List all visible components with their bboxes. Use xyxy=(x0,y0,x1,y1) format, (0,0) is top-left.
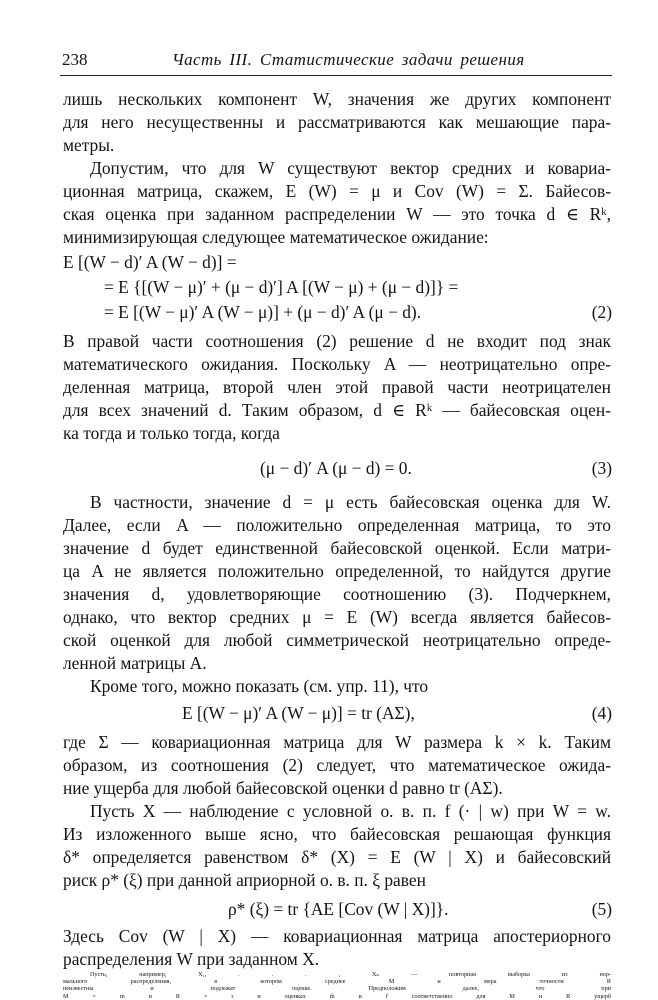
text-line: ка тогда и только тогда, когда xyxy=(63,423,280,443)
equation-2-line-3: = E [(W − μ)′ A (W − μ)] + (μ − d)′ A (μ − d). xyxy=(104,302,422,322)
text-line: δ* определяется равенством δ* (X) = E (W | X) и байесовский xyxy=(63,847,611,867)
equation-number-5: (5) xyxy=(591,899,612,919)
text-line: мального распределения, в котором среднее M и мера точности R xyxy=(63,978,611,986)
text-line: ционная матрица, скажем, E (W) = μ и Cov (W) = Σ. Байесов- xyxy=(63,181,611,201)
text-line: Кроме того, можно показать (см. упр. 11), что xyxy=(90,676,429,696)
text-line: однако, что вектор средних μ = E (W) всегда является байесов- xyxy=(63,607,611,627)
equation-number-3: (3) xyxy=(591,458,612,478)
text-line: минимизирующая следующее математическое ожидание: xyxy=(63,227,489,247)
text-line: значение d будет единственной байесовской оценкой. Если матри- xyxy=(63,538,611,558)
text-line: Далее, если A — положительно определенная матрица, то это xyxy=(63,515,611,535)
page-header xyxy=(62,50,598,74)
equation-number-4: (4) xyxy=(591,703,612,723)
text-line: где Σ — ковариационная матрица для W размера k × k. Таким xyxy=(63,732,611,752)
text-line: значения d, удовлетворяющие соотношению (3). Подчеркнем, xyxy=(63,584,611,604)
text-line: деленная матрица, второй член этой правой части неотрицателен xyxy=(63,377,611,397)
equation-number-2: (2) xyxy=(591,302,612,322)
equation-3: (μ − d)′ A (μ − d) = 0. xyxy=(260,458,412,478)
text-line: неизвестны и подлежат оценке. Предположим далее, что при xyxy=(63,985,611,993)
text-line: Пусть X — наблюдение с условной о. в. п. f (· | w) при W = w. xyxy=(90,801,611,821)
text-line: В частности, значение d = μ есть байесовская оценка для W. xyxy=(90,492,611,512)
text-line: В правой части соотношения (2) решение d не входит под знак xyxy=(63,331,611,351)
equation-2-line-2: = E {[(W − μ)′ + (μ − d)′] A [(W − μ) + (μ − d)]} = xyxy=(104,277,459,297)
text-line: лишь нескольких компонент W, значения же других компонент xyxy=(63,89,611,109)
header-rule xyxy=(60,75,612,76)
text-line: M = m и R = r и оценках m̂ и r̂ соответственно для M и R ущерб xyxy=(63,992,611,1000)
text-line: Здесь Cov (W | X) — ковариационная матрица апостериорного xyxy=(63,926,611,946)
text-line: ца A не является положительно определенной, то найдутся другие xyxy=(63,561,611,581)
text-line: метры. xyxy=(63,135,115,155)
text-line: ская оценка при заданном распределении W — это точка d ∈ Rᵏ, xyxy=(63,204,611,224)
text-line: Пусть, например, X₁, . . . , Xₙ — повторная выборка из нор- xyxy=(90,971,611,978)
text-line: Из изложенного выше ясно, что байесовская решающая функция xyxy=(63,824,611,844)
text-line: для него несущественны и рассматриваются как мешающие пара- xyxy=(63,112,611,132)
text-line: математического ожидания. Поскольку A — неотрицательно опре- xyxy=(63,354,611,374)
text-line: ние ущерба для любой байесовской оценки d равно tr (AΣ). xyxy=(63,778,503,798)
text-line: риск ρ* (ξ) при данной априорной о. в. п. ξ равен xyxy=(63,870,426,890)
text-line: ской оценкой для любой симметрической неотрицательно опреде- xyxy=(63,630,611,650)
equation-2-line-1: E [(W − d)′ A (W − d)] = xyxy=(63,252,237,272)
running-title: Часть III. Статистические задачи решения xyxy=(172,50,525,69)
text-line: образом, из соотношения (2) следует, что математическое ожида- xyxy=(63,755,611,775)
equation-4: E [(W − μ)′ A (W − μ)] = tr (AΣ), xyxy=(182,703,415,723)
text-line: распределения W при заданном X. xyxy=(63,949,320,969)
page-number: 238 xyxy=(62,50,88,69)
text-line: Допустим, что для W существуют вектор средних и ковариа- xyxy=(90,158,611,178)
text-line: ленной матрицы A. xyxy=(63,653,207,673)
text-line: для всех значений d. Таким образом, d ∈ Rᵏ — байесовская оцен- xyxy=(63,400,611,420)
equation-5: ρ* (ξ) = tr {AE [Cov (W | X)]}. xyxy=(228,899,449,919)
